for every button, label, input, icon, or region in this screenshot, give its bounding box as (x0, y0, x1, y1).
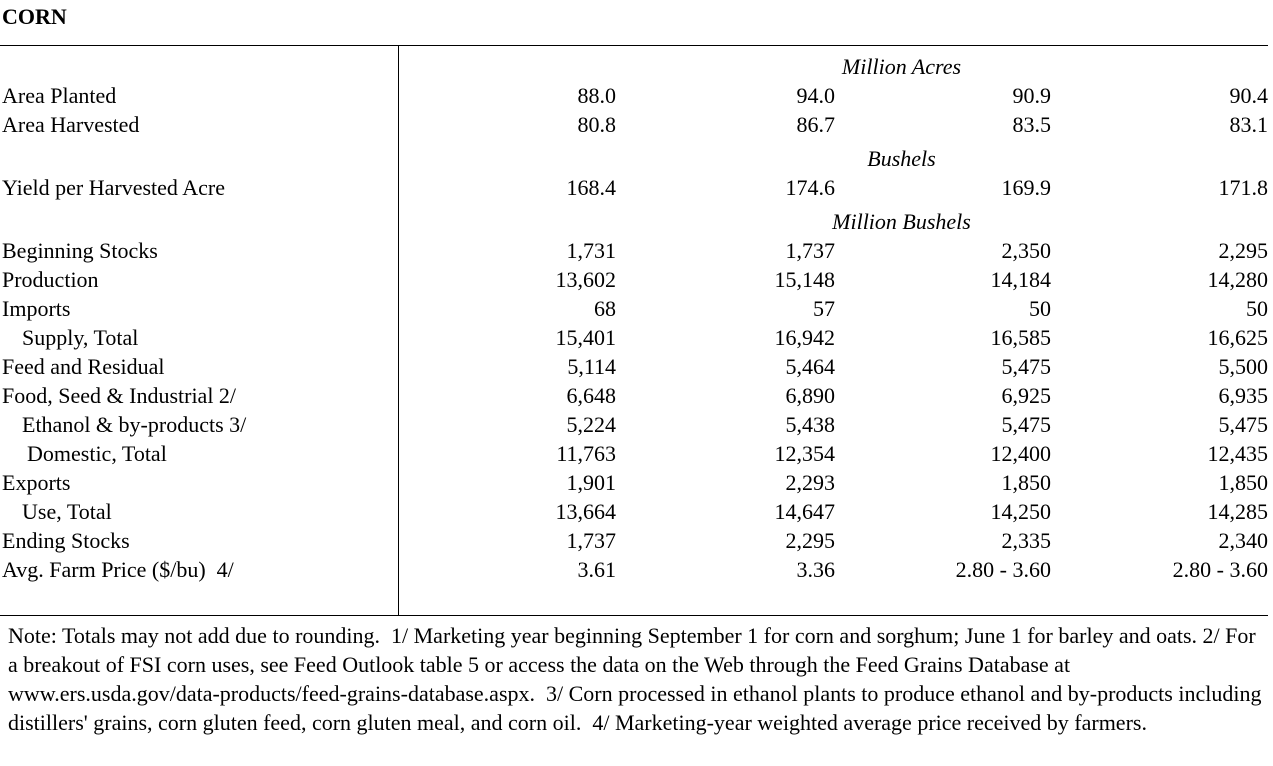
table-row (0, 81, 1273, 110)
row-label: Supply, Total (22, 325, 139, 350)
cell-value: 14,285 (1207, 499, 1268, 524)
unit-header-million-bushels: Million Bushels (832, 209, 971, 234)
cell-value: 174.6 (785, 175, 835, 200)
cell-value: 6,935 (1218, 383, 1268, 408)
cell-value: 90.4 (1229, 83, 1268, 108)
cell-value: 2,350 (1001, 238, 1051, 263)
cell-value: 5,114 (567, 354, 616, 379)
unit-header-bushels: Bushels (867, 146, 936, 171)
row-label: Avg. Farm Price ($/bu) 4/ (2, 557, 234, 582)
cell-value: 83.5 (1012, 112, 1051, 137)
cell-value: 50 (1246, 296, 1268, 321)
cell-value: 168.4 (566, 175, 616, 200)
table-row (0, 410, 1273, 439)
cell-value: 90.9 (1012, 83, 1051, 108)
table-title: CORN (2, 4, 67, 29)
footnote: Note: Totals may not add due to rounding. 1/ Marketing year beginning September 1 for corn and sorghum; June 1 for barley and oats. 2/ For a breakout of FSI corn uses, see Feed Outlook table 5 or access the data on the Web through the Feed Grains Database at www.ers.usda.gov/data-products/feed-grains-database.aspx. 3/ Corn processed in ethanol plants to produce ethanol and by-products including distillers' grains, corn gluten feed, corn gluten meal, and corn oil. 4/ Marketing-year weighted average price received by farmers. (8, 623, 1267, 735)
row-label: Yield per Harvested Acre (2, 175, 225, 200)
table-row (0, 323, 1273, 352)
table-row (0, 294, 1273, 323)
row-label: Ethanol & by-products 3/ (22, 412, 247, 437)
cell-value: 5,475 (1001, 354, 1051, 379)
cell-value: 2.80 - 3.60 (1172, 557, 1268, 582)
cell-value: 1,850 (1001, 470, 1051, 495)
cell-value: 5,475 (1218, 412, 1268, 437)
cell-value: 68 (594, 296, 616, 321)
table-row (0, 352, 1273, 381)
table-row (0, 381, 1273, 410)
cell-value: 2.80 - 3.60 (955, 557, 1051, 582)
cell-value: 1,737 (566, 528, 616, 553)
cell-value: 14,184 (990, 267, 1051, 292)
cell-value: 16,942 (774, 325, 835, 350)
cell-value: 5,224 (566, 412, 616, 437)
cell-value: 2,293 (785, 470, 835, 495)
cell-value: 5,500 (1218, 354, 1268, 379)
row-label: Use, Total (22, 499, 112, 524)
cell-value: 80.8 (577, 112, 616, 137)
cell-value: 2,340 (1218, 528, 1268, 553)
cell-value: 169.9 (1001, 175, 1051, 200)
row-label: Exports (2, 470, 71, 495)
cell-value: 11,763 (556, 441, 616, 466)
top-rule (0, 45, 1268, 46)
cell-value: 57 (813, 296, 835, 321)
cell-value: 1,850 (1218, 470, 1268, 495)
cell-value: 83.1 (1229, 112, 1268, 137)
table-row (0, 173, 1273, 202)
row-label: Domestic, Total (27, 441, 167, 466)
cell-value: 12,400 (990, 441, 1051, 466)
cell-value: 88.0 (577, 83, 616, 108)
cell-value: 94.0 (796, 83, 835, 108)
cell-value: 5,475 (1001, 412, 1051, 437)
unit-header-acres: Million Acres (841, 54, 962, 79)
cell-value: 12,435 (1207, 441, 1268, 466)
cell-value: 5,438 (785, 412, 835, 437)
row-label: Area Planted (2, 83, 117, 108)
table-row (0, 526, 1273, 555)
cell-value: 6,890 (785, 383, 835, 408)
row-label: Ending Stocks (2, 528, 130, 553)
table-row (0, 439, 1273, 468)
cell-value: 14,647 (774, 499, 835, 524)
bottom-rule (0, 615, 1268, 616)
cell-value: 16,585 (990, 325, 1051, 350)
cell-value: 3.36 (796, 557, 835, 582)
table-row (0, 555, 1273, 584)
cell-value: 5,464 (785, 354, 835, 379)
cell-value: 13,602 (555, 267, 616, 292)
row-label: Area Harvested (2, 112, 140, 137)
table-row (0, 468, 1273, 497)
row-label: Production (2, 267, 99, 292)
row-label: Beginning Stocks (2, 238, 158, 263)
cell-value: 2,295 (1218, 238, 1268, 263)
cell-value: 16,625 (1207, 325, 1268, 350)
cell-value: 2,295 (785, 528, 835, 553)
cell-value: 15,401 (555, 325, 616, 350)
table-row (0, 497, 1273, 526)
cell-value: 171.8 (1218, 175, 1268, 200)
cell-value: 3.61 (577, 557, 616, 582)
cell-value: 14,280 (1207, 267, 1268, 292)
cell-value: 6,648 (566, 383, 616, 408)
cell-value: 14,250 (990, 499, 1051, 524)
cell-value: 12,354 (774, 441, 835, 466)
cell-value: 13,664 (555, 499, 616, 524)
cell-value: 86.7 (796, 112, 835, 137)
table-row (0, 110, 1273, 139)
cell-value: 15,148 (774, 267, 835, 292)
cell-value: 6,925 (1001, 383, 1051, 408)
cell-value: 1,731 (566, 238, 616, 263)
table-row (0, 236, 1273, 265)
cell-value: 1,901 (566, 470, 616, 495)
row-label: Food, Seed & Industrial 2/ (2, 383, 237, 408)
cell-value: 2,335 (1001, 528, 1051, 553)
row-label: Feed and Residual (2, 354, 165, 379)
cell-value: 1,737 (785, 238, 835, 263)
table-row (0, 265, 1273, 294)
row-label: Imports (2, 296, 71, 321)
cell-value: 50 (1029, 296, 1051, 321)
